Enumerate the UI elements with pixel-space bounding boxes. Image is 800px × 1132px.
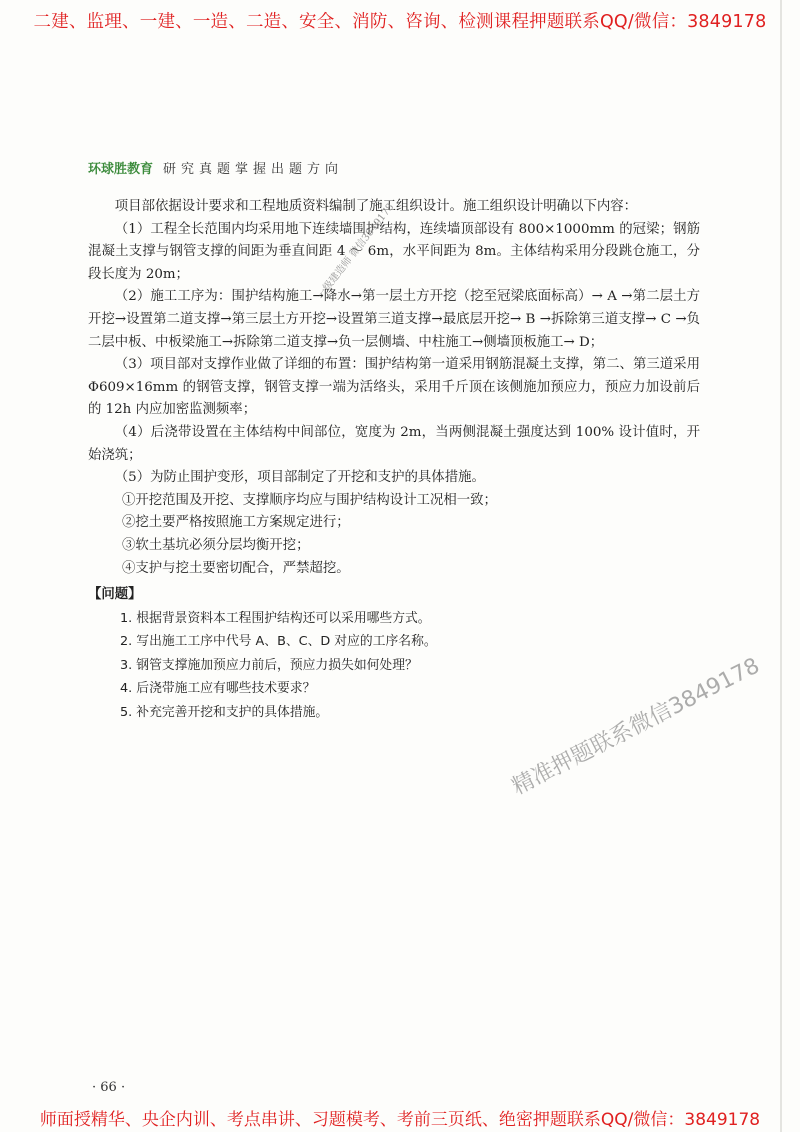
measure-item: ②挖土要严格按照施工方案规定进行； (122, 515, 350, 531)
measure-item: ③软土基坑必须分层均衡开挖； (122, 537, 310, 553)
bottom-watermark-banner: 师面授精华、央企内训、考点串讲、习题模考、考前三页纸、绝密押题联系QQ/微信：3849178 (39, 1110, 761, 1130)
publisher-logo: 环球胜教育 (88, 162, 154, 177)
paragraph-1: （1）工程全长范围内均采用地下连续墙围护结构，连续墙顶部设有 800×1000mm 的冠梁；钢筋混凝土支撑与钢管支撑的间距为垂直间距 4 ～ 6m，水平间距为 8m。主体结构采用分段跳仓施工，分段长度为 20m； (88, 221, 700, 282)
paragraph-3: （3）项目部对支撑作业做了详细的布置：围护结构第一道采用钢筋混凝土支撑，第二、第三道采用 Φ609×16mm 的钢管支撑，钢管支撑一端为活络头，采用千斤顶在该侧施加预应力，预应力加设前后的 12h 内应加密监测频率； (88, 357, 700, 418)
page-number: · 66 · (92, 1080, 126, 1095)
paragraph-4: （4）后浇带设置在主体结构中间部位，宽度为 2m，当两侧混凝土强度达到 100% 设计值时，开始浇筑； (88, 424, 700, 463)
top-watermark-banner: 二建、监理、一建、一造、二造、安全、消防、咨询、检测课程押题联系QQ/微信：3849178 (33, 12, 767, 32)
questions-heading: 【问题】 (88, 587, 142, 603)
paragraph-2: （2）施工工序为：围护结构施工→降水→第一层土方开挖（挖至冠梁底面标高）→ A →第二层土方开挖→设置第二道支撑→第三层土方开挖→设置第三道支撑→最底层开挖→ B →拆除第三道支撑→ C →负二层中板、中板梁施工→拆除第二道支撑→负一层侧墙、中柱施工→侧墙顶板施工→ D； (88, 289, 700, 350)
intro-paragraph: 项目部依据设计要求和工程地质资料编制了施工组织设计。施工组织设计明确以下内容： (114, 199, 638, 214)
document-body (88, 196, 700, 724)
header-tagline: 研究真题掌握出题方向 (163, 162, 344, 177)
measure-item: ④支护与挖土要密切配合，严禁超挖。 (122, 560, 350, 576)
question-item: 2. 写出施工工序中代号 A、B、C、D 对应的工序名称。 (120, 634, 437, 650)
question-item: 5. 补充完善开挖和支护的具体措施。 (120, 704, 329, 720)
paragraph-5: （5）为防止围护变形，项目部制定了开挖和支护的具体措施。 (114, 470, 485, 486)
measure-item: ①开挖范围及开挖、支撑顺序均应与围护结构设计工况相一致； (122, 492, 497, 508)
page-edge-shadow (780, 0, 782, 1132)
question-item: 4. 后浇带施工应有哪些技术要求？ (120, 681, 316, 697)
page-header (88, 158, 343, 177)
question-item: 1. 根据背景资料本工程围护结构还可以采用哪些方式。 (120, 610, 431, 626)
large-diagonal-watermark: 精准押题联系微信3849178 (508, 653, 764, 801)
question-item: 3. 钢管支撑施加预应力前后，预应力损失如何处理？ (120, 657, 418, 673)
small-diagonal-watermark: 一级建造师 微信3849178 (315, 201, 397, 302)
